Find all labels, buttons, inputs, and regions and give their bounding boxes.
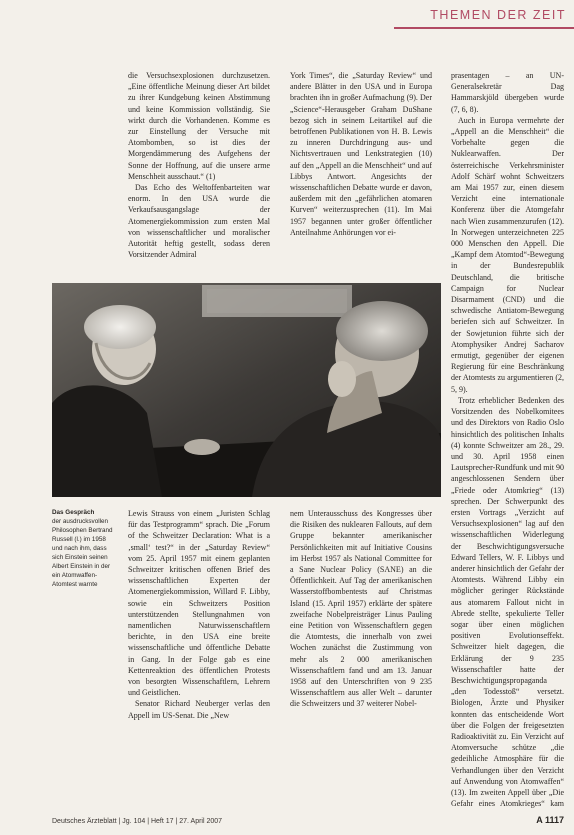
column-3 [451,70,564,810]
article-photo [52,283,441,497]
paragraph: Das Echo des Weltoffenbarteiten war enorm. In den USA wurde die Verkaufsausgangslage der Atomenergiekommission zum ersten Mal von wissenschaftlicher und moralischer Autorität heftig gestellt, sodass deren Vorsitzender Admiral [128,183,270,260]
journal-source-line: Deutsches Ärzteblatt | Jg. 104 | Heft 17 | 27. April 2007 [52,818,223,825]
paragraph: Lewis Strauss von einem „Juristen Schlag für das Testprogramm“ sprach. Die „Forum of the Schweitzer Declaration: What is a ‚small‘ test?“ in der „Saturday Review“ vom 25. April 1957 mit einem geplanten Schweitzer kritischen offenen Brief des wissenschaftlichen Experten der Atomenergiekommission, Willard F. Libby, sowie ein Schweitzers Position unterstützenden Stellungnahmen von namentlichen Naturwissenschaftlern berichte, in den USA eine breite wissenschaftliche und öffentliche Debatte in Gang. In der Folge gab es eine Kettenreaktion des öffentlichen Protests von besorgten Wissenschaftlern, Lehrern und Geistlichen. [128,509,270,698]
column-1-top [128,70,270,275]
paragraph: Senator Richard Neuberger verlas den Appell im US-Senat. Die „New [128,699,270,720]
paragraph: prasentagen – an UN-Generalsekretär Dag Hammarskjöld übergeben wurde (7, 6, 8). [451,71,564,114]
column-1-bottom [128,508,270,808]
column-2-top [290,70,432,275]
photo-caption [52,508,116,589]
section-rubric: THEMEN DER ZEIT [430,8,566,22]
photo-illustration [52,283,441,497]
caption-title: Das Gespräch [52,509,95,516]
paragraph: nem Unterausschuss des Kongresses über die Risiken des nuklearen Fallouts, auf dem Gruppe bekannter amerikanischer Persönlichkeiten mit auf Initiative Cousins im Herbst 1957 als National Committee for a Sane Nuclear Policy (SANE) an die Öffentlichkeit. Auf Tag der amerikanischen Wasserstoffbombentests auf Christmas Island (15. April 1957) erklärte der spätere zweifache Nobelpreisträger Linus Pauling eine Petition von Wissenschaftlern gegen die Atomtests, die innerhalb von zwei Wochen zunächst die Zustimmung von mehr als 2 000 amerikanischen Wissenschaftlern fand und am 13. Januar 1958 auf den Unterschriften von 9 235 Wissenschaftlern aus aller Welt – darunter die Schweitzers und 37 weiterer Nobel- [290,509,432,709]
caption-text: der ausdrucksvollen Philosophen Bertrand Russell (l.) im 1958 und nach ihm, dass sich Einstein seinen Albert Einstein in der ein Atomwaffen-Atomtest warnte [52,518,113,588]
column-2-bottom [290,508,432,808]
rubric-rule [394,27,574,29]
page-number: A 1117 [536,815,564,825]
page-footer [52,811,564,825]
paragraph: Trotz erheblicher Bedenken des Vorsitzenden des Nobelkomitees und des Direktors von Radio Oslo hinsichtlich des politischen Inhalts (4) konnte Schweitzer am 28., 29. und 30. April 1958 einen Lautsprecher-Rundfunk und mit 90 angeschlossenen Sendern über „Friede oder Atomkrieg“ (13) sprechen. Der Schwerpunkt des ersten Vortrags „Verzicht auf Versuchsexplosionen“ lag auf den wissenschaftlichen Widerlegung der Beschwichtigungsversuche Edward Tellers, W. F. Libbys und anderer hinsichtlich der Gefahr der Atomtests. Während Libby ein möglicher geringer Rückstände aus atomarem Fallout nicht in Abrede stellte, spekulierte Teller sogar über einen möglichen positiven Evolutionseffekt. Schweitzer hielt dagegen, die Erklärung der 9 235 Wissenschaftler hatte der Beschwichtigungspropaganda „den Todesstoß“ versetzt. Biologen, Ärzte und Physiker konnten das entscheidende Wort über die Folgen der freigesetzten Radioaktivität zu. Ein Verzicht auf Atomversuche schütze „die gedeihliche Atmosphäre für die Verhandlungen über den Verzicht auf Anwendung von Atomwaffen“ (13). Im zweiten Appell über „Die Gefahr eines Atomkrieges“ kam [451,395,564,809]
paragraph: York Times“, die „Saturday Review“ und andere Blätter in den USA und in Europa brachten ihn in großer Aufmachung (9). Der „Science“-Herausgeber Graham DuShane bezog sich in seinem Leitartikel auf die betroffenen Publikationen von H. B. Lewis zu inneren Durchdringung aus- und Nichtsvertrauen und Lenkstrategien (10) auf den „Appell an die Menschheit“ und auf Libbys Antwort. Angesichts der wissenschaftlichen Debatte wurde er davon, außerdem mit den „gefährlichen atomaren Kurven“ weiterzusprechen (11). Im Mai 1957 begannen unter großer öffentlicher Anteilnahme Anhörungen vor ei- [290,71,432,237]
paragraph: die Versuchsexplosionen durchzusetzen. „Eine öffentliche Meinung dieser Art bildet zu ihrer Kundgebung keinen Abstimmung und keine Kommission vollständig. Sie wirkt durch die Vorhandenen. Komme es zur Einstellung der Versuche mit Atombomben, so ist dies der Morgendämmerung des Aufgehens der Sonne der Hoffnung, auf die unsere arme Menschheit ausschaut.“ (1) [128,71,270,181]
paragraph: Auch in Europa vermehrte der „Appell an die Menschheit“ die Vorbehalte gegen die Nuklearwaffen. Der österreichische Verkehrsminister Adolf Schärf wohnt Schweitzers am Mai 1957 zur, einen diesem Verzicht eine internationale Konferenz über die Atomgefahr nach Wien zusammenzurufen (12). In Norwegen unterzeichneten 225 000 Menschen den Appell. Die „Kampf dem Atomtod“-Bewegung in der Bundesrepublik Deutschland, die britische Campaign for Nuclear Disarmament (CND) und die schwedische Antiatom-Bewegung beriefen sich auf Schweitzer. In der Sowjetunion führte sich der Atomphysiker Andrej Sacharov ermutigt, gegenüber der eigenen Regierung für eine Beschränkung der Atomtests zu argumentieren (2, 5, 9). [451,115,564,394]
